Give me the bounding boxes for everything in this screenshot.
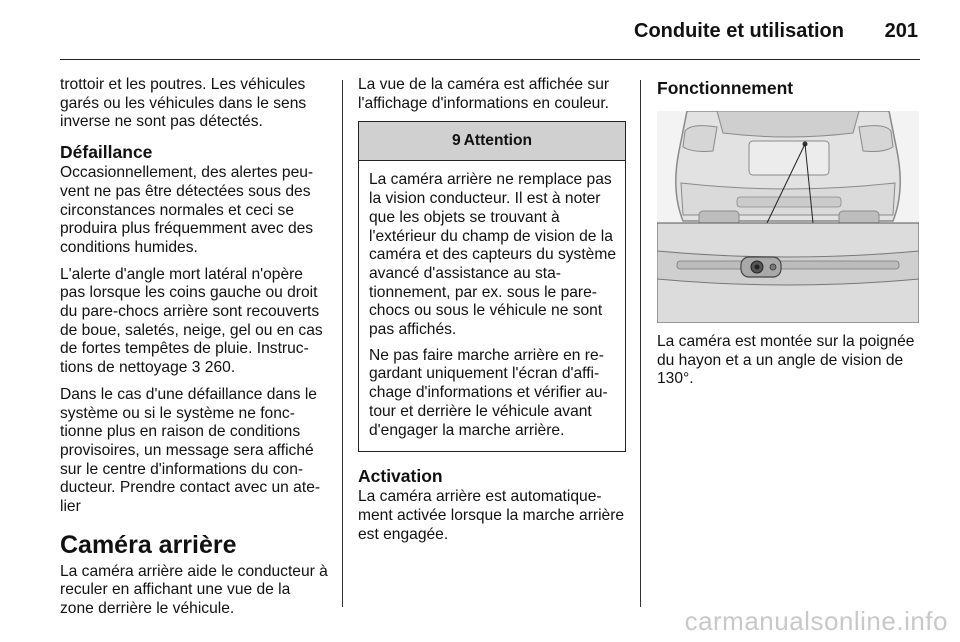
page-number: 201 — [884, 20, 918, 42]
failure-paragraph-1: Occasionnellement, des alertes peuvent ne pas être détectées sous des circonstances normales et ceci se produira plus fréquemment avec des conditions humides. — [60, 164, 314, 256]
activation-paragraph: La caméra arrière est automatiquement activée lorsque la marche arrière est engagée. — [358, 488, 625, 543]
header-title: Conduite et utilisation — [634, 20, 844, 42]
page-reference-number: 260. — [200, 359, 236, 377]
column-divider-1 — [342, 80, 343, 607]
intro-paragraph: trottoir et les poutres. Les véhicules garés ou les véhicules dans le sens inverse ne sont pas détectés. — [60, 76, 307, 131]
column-right — [657, 76, 923, 397]
failure-paragraph-3: Dans le cas d'une défaillance dans le système ou si le système ne fonctionne plus en raison de conditions provisoires, un message sera affiché sur le centre d'informations du conducteur. Prendre contact avec un atelier — [60, 385, 321, 516]
watermark: carmanualsonline.info — [684, 606, 948, 636]
column-divider-2 — [640, 80, 641, 607]
rear-camera-illustration — [657, 111, 919, 323]
camera-heading: Caméra arrière — [60, 530, 237, 559]
header-rule — [60, 59, 920, 60]
failure-paragraph-2-text: L'alerte d'angle mort latéral n'opère pas lorsque les coins gauche ou droit du pare-chocs arrière sont recouverts de boue, saletés, neige, gel ou en cas de fortes tempêtes de pluie. Instructions de nettoyage — [60, 265, 323, 377]
column-middle — [358, 76, 626, 552]
camera-caption: La caméra est montée sur la poignée du hayon et a un angle de vision de 130°. — [657, 333, 915, 388]
warning-paragraph-1: La caméra arrière ne remplace pas la vision conducteur. Il est à noter que les objets se trouvant à l'extérieur du champ de vision de la caméra et des capteurs du système avancé d'assistance au stationnement, par ex. sous le pare-chocs ou sous le véhicule ne sont pas affichés. — [369, 171, 617, 339]
column-left — [60, 76, 328, 627]
warning-paragraph-2: Ne pas faire marche arrière en regardant uniquement l'écran d'affichage d'informations et vérifier autour et derrière le véhicule avant d'engager la marche arrière. — [369, 346, 608, 439]
activation-heading: Activation — [358, 466, 443, 487]
operation-heading: Fonctionnement — [657, 78, 794, 98]
camera-paragraph: La caméra arrière aide le conducteur à reculer en affichant une vue de la zone derrière le véhicule. — [60, 562, 328, 618]
camera-location-figure — [657, 111, 919, 323]
failure-heading: Défaillance — [60, 142, 153, 163]
warning-triangle-icon: 9 — [451, 132, 461, 150]
failure-paragraph-2 — [60, 266, 328, 378]
warning-header — [359, 122, 625, 161]
page-reference-icon: 3 — [191, 359, 201, 377]
display-paragraph: La vue de la caméra est affichée sur l'affichage d'informations en couleur. — [358, 76, 610, 112]
warning-box — [358, 121, 626, 452]
warning-body — [359, 161, 625, 451]
warning-title: Attention — [463, 132, 533, 150]
